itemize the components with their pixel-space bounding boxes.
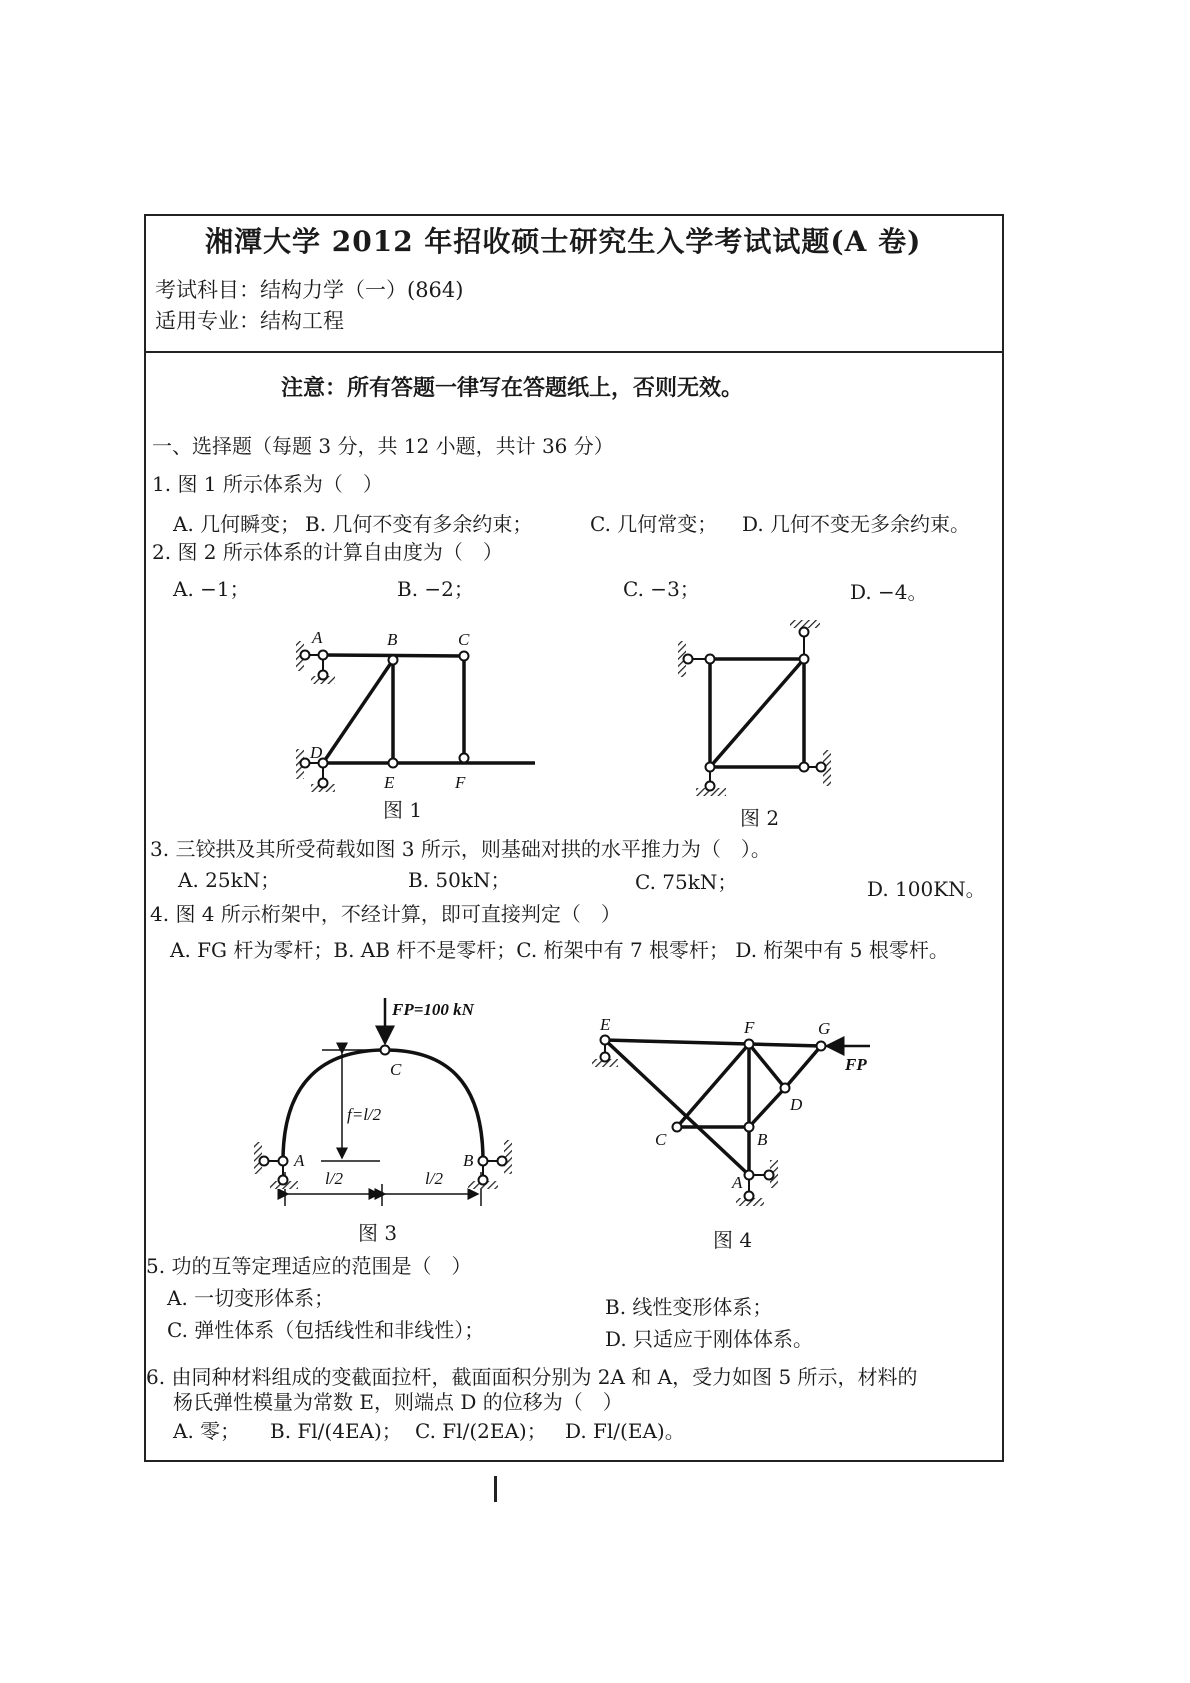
fig1-label-d: D <box>310 743 323 762</box>
fig4-label-d: D <box>790 1095 803 1114</box>
question-6-cont: 杨氏弹性模量为常数 E，则端点 D 的位移为（ ） <box>173 1390 623 1414</box>
fig1-label-f: F <box>455 773 466 792</box>
fig2-caption: 图 2 <box>740 806 780 830</box>
q3-option-b: B. 50kN； <box>408 868 511 892</box>
q1-option-d: D. 几何不变无多余约束。 <box>742 512 971 536</box>
q6-option-a: A. 零； <box>173 1419 241 1443</box>
notice: 注意：所有答题一律写在答题纸上，否则无效。 <box>281 375 744 401</box>
fig3-span-right: l/2 <box>425 1169 443 1188</box>
q1-option-a: A. 几何瞬变； <box>173 512 301 536</box>
fig4-caption: 图 4 <box>713 1228 753 1252</box>
fig3-label-a: A <box>294 1151 305 1170</box>
fig3-caption: 图 3 <box>358 1221 398 1245</box>
q5-option-b: B. 线性变形体系； <box>605 1295 773 1319</box>
fig4-label-c: C <box>655 1130 667 1149</box>
fig3-rise-label: f=l/2 <box>347 1105 382 1124</box>
fig3-load-label: FP=100 kN <box>392 1000 474 1019</box>
q6-option-c: C. Fl/(2EA)； <box>415 1419 547 1443</box>
q1-option-b: B. 几何不变有多余约束； <box>305 512 533 536</box>
q4-options: A. FG 杆为零杆；B. AB 杆不是零杆；C. 桁架中有 7 根零杆； D. 桁架中有 5 根零杆。 <box>170 938 949 962</box>
q2-option-a: A. −1； <box>173 577 250 601</box>
q6-option-b: B. Fl/(4EA)； <box>270 1419 402 1443</box>
question-6: 6. 由同种材料组成的变截面拉杆，截面面积分别为 2A 和 A，受力如图 5 所示，材料的 <box>146 1365 918 1389</box>
q3-option-a: A. 25kN； <box>178 868 281 892</box>
q6-option-d: D. Fl/(EA)。 <box>565 1419 685 1443</box>
fig1-label-b: B <box>387 630 398 649</box>
q5-option-d: D. 只适应于刚体体系。 <box>605 1327 814 1351</box>
question-3: 3. 三铰拱及其所受荷载如图 3 所示，则基础对拱的水平推力为（ ）。 <box>150 837 771 861</box>
support-hatches <box>254 620 831 1206</box>
section-heading: 一、选择题（每题 3 分，共 12 小题，共计 36 分） <box>152 434 614 458</box>
exam-major: 适用专业：结构工程 <box>155 309 344 333</box>
q2-option-b: B. −2； <box>397 577 474 601</box>
fig1-label-e: E <box>384 773 395 792</box>
fig1-label-c: C <box>458 630 470 649</box>
hinge-nodes <box>260 628 826 1201</box>
fig4-label-f: F <box>744 1018 755 1037</box>
q5-option-c: C. 弹性体系（包括线性和非线性）； <box>167 1318 485 1342</box>
exam-subject: 考试科目：结构力学（一）(864) <box>155 278 464 302</box>
q3-option-d: D. 100KN。 <box>867 877 986 901</box>
fig3-span-left: l/2 <box>325 1169 343 1188</box>
fig4-label-g: G <box>818 1019 831 1038</box>
question-5: 5. 功的互等定理适应的范围是（ ） <box>146 1254 472 1278</box>
question-1: 1. 图 1 所示体系为（ ） <box>152 472 383 496</box>
question-4: 4. 图 4 所示桁架中，不经计算，即可直接判定（ ） <box>150 902 621 926</box>
fig4-label-b: B <box>757 1130 768 1149</box>
fig4-load-label: FP <box>845 1055 867 1074</box>
figure-3 <box>262 998 503 1206</box>
q2-option-d: D. −4。 <box>850 580 928 604</box>
q5-option-a: A. 一切变形体系； <box>167 1286 335 1310</box>
q2-option-c: C. −3； <box>623 577 700 601</box>
fig3-label-b: B <box>463 1151 474 1170</box>
fig3-label-c: C <box>390 1060 402 1079</box>
exam-title: 湘潭大学 2012 年招收硕士研究生入学考试试题(A 卷) <box>205 225 922 258</box>
fig4-label-a: A <box>732 1173 743 1192</box>
fig4-label-e: E <box>600 1015 611 1034</box>
figure-1 <box>305 655 535 783</box>
q3-option-c: C. 75kN； <box>635 870 738 894</box>
q1-option-c: C. 几何常变； <box>590 512 718 536</box>
question-2: 2. 图 2 所示体系的计算自由度为（ ） <box>152 540 503 564</box>
fig1-caption: 图 1 <box>383 798 423 822</box>
fig1-label-a: A <box>312 628 323 647</box>
